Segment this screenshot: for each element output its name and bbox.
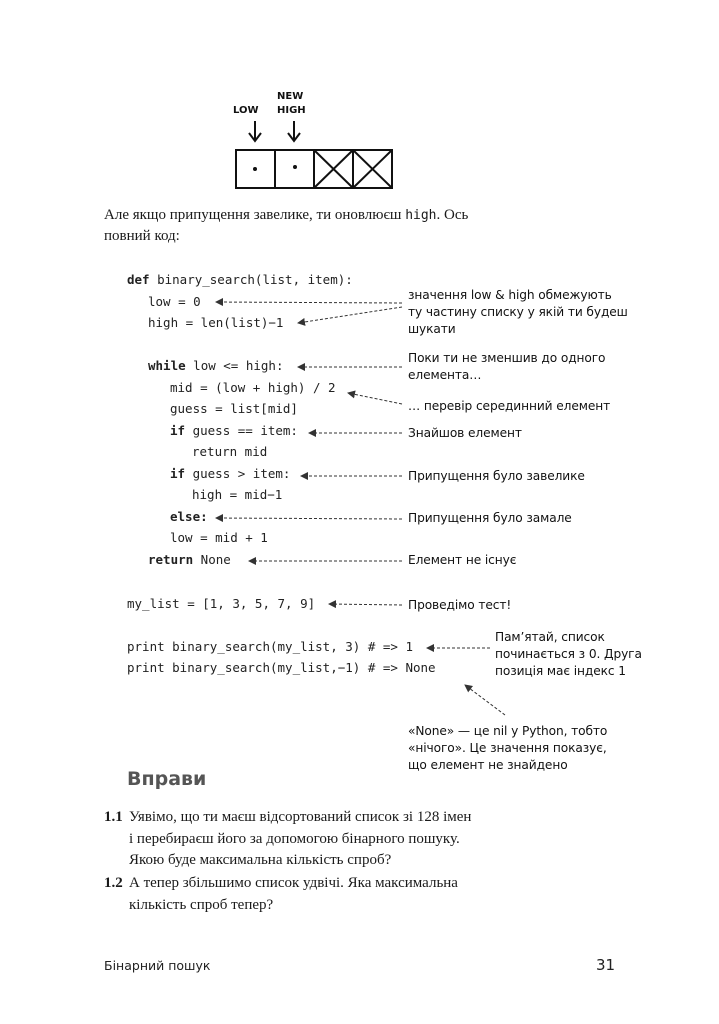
code-guess-line: guess = list[mid] <box>170 401 298 416</box>
arrow-test <box>329 604 402 605</box>
page-number: 31 <box>596 956 616 974</box>
inline-code-high: high <box>405 208 437 223</box>
arrow-low-init <box>216 302 402 303</box>
code-return-mid-line: return mid <box>192 444 268 459</box>
code-low-update-line: low = mid + 1 <box>170 530 268 545</box>
note-index-zero: Пам’ятай, список починається з 0. Друга позиція має індекс 1 <box>495 630 642 678</box>
arrow-none <box>465 685 505 715</box>
code-my-list-line: my_list = [1, 3, 5, 7, 9] <box>127 596 316 611</box>
note-until-one-element: Поки ти не зменшив до одного елемента… <box>408 351 606 382</box>
arrow-too-low <box>216 518 402 519</box>
new-high-label-line1: NEW <box>277 91 304 102</box>
exercise-1-2-number: 1.2 <box>104 875 123 891</box>
code-while-line: while low <= high: <box>148 358 284 373</box>
intro-line-1: Але якщо припущення завелике, ти оновлюєш high. Ось <box>104 207 469 223</box>
code-print1-line: print binary_search(my_list, 3) # => 1 <box>127 639 413 654</box>
new-high-label-line2: HIGH <box>277 105 306 116</box>
code-mid-line: mid = (low + high) / 2 <box>170 380 336 395</box>
code-print2-line: print binary_search(my_list,−1) # => None <box>127 660 436 675</box>
note-none-meaning: «None» — це nil у Python, тобто «нічого». Це значення показує, що елемент не знайдено <box>408 724 608 772</box>
code-if-equal-line: if guess == item: <box>170 423 298 438</box>
exercise-1-1: 1.1 Уявімо, що ти маєш відсортований список зі 128 імен і перебираєш його за допомогою бінарного пошуку. Якою буде максимальна кількість спроб? <box>104 807 664 872</box>
intro-line-2: повний код: <box>104 228 180 244</box>
arrow-mid <box>348 393 402 404</box>
code-if-greater-line: if guess > item: <box>170 466 291 481</box>
note-found: Знайшов елемент <box>408 426 522 440</box>
code-else-line: else: <box>170 509 208 524</box>
note-too-high: Припущення було завелике <box>408 469 585 483</box>
note-low-high-range: значення low & high обмежують ту частину списку у якій ти будеш шукати <box>408 288 628 336</box>
footer-chapter-title: Бінарний пошук <box>104 958 211 973</box>
code-high-update-line: high = mid−1 <box>192 487 283 502</box>
code-high-init: high = len(list)−1 <box>148 315 284 330</box>
code-def-line: def binary_search(list, item): <box>127 272 353 287</box>
note-test: Проведімо тест! <box>408 598 512 612</box>
code-return-none-line: return None <box>148 552 231 567</box>
exercise-1-2: 1.2 А тепер збільшимо список удвічі. Яка максимальна кількість спроб тепер? <box>104 873 664 916</box>
note-not-exist: Елемент не існує <box>408 553 517 567</box>
arrow-high-init <box>298 307 402 323</box>
code-low-init: low = 0 <box>148 294 201 309</box>
low-label: LOW <box>233 105 259 116</box>
exercises-heading: Вправи <box>127 768 207 790</box>
note-too-low: Припущення було замале <box>408 511 572 525</box>
note-check-middle: … перевір серединний елемент <box>408 399 611 413</box>
exercise-1-1-number: 1.1 <box>104 809 123 825</box>
